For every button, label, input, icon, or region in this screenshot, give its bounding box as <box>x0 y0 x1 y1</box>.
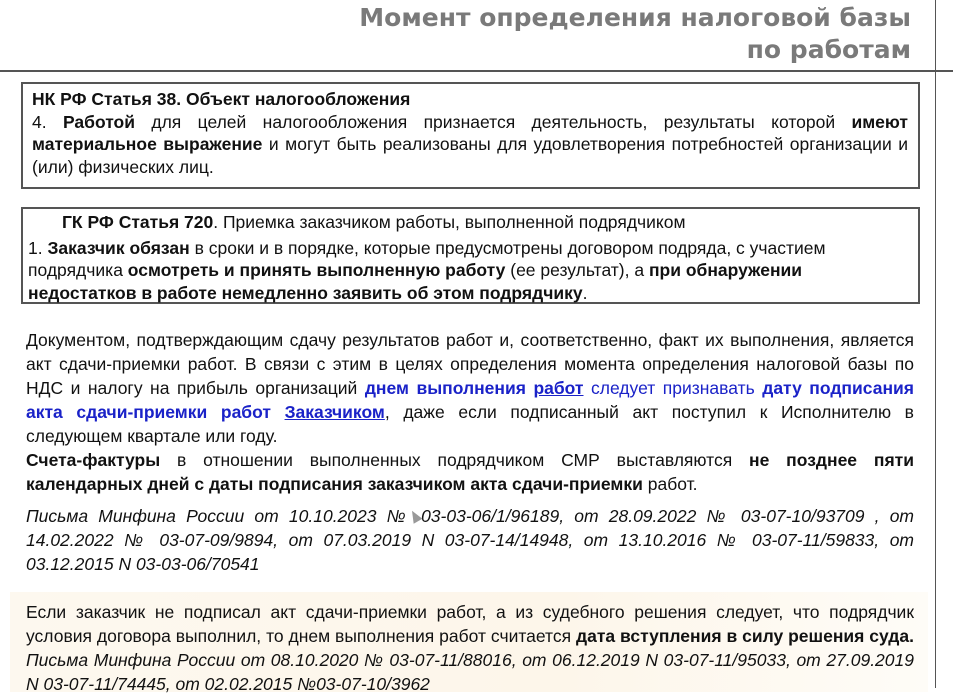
text-run: 1. <box>28 237 48 258</box>
title-underline <box>0 70 953 72</box>
highlight-run: дату подписания акта сдачи-приемки работ <box>26 378 914 422</box>
slide-right-divider <box>935 0 936 688</box>
text-run: Документом, подтверждающим сдачу результатов работ и, соответственно, факт их выполнения, является акт сдачи-приемки работ. В связи с этим в целях определения момента определения налоговой базы по НДС и налогу на прибыль организаций <box>26 330 914 398</box>
slide-title-line1: Момент определения налоговой базы <box>359 3 911 32</box>
underlined-highlight: работ <box>533 378 584 398</box>
text-run: . <box>582 282 588 303</box>
text-run: в отношении выполненных подрядчиком СМР выставляются <box>160 450 750 470</box>
slide-title-line2: по работам <box>746 35 911 64</box>
court-decision-paragraph <box>26 600 914 696</box>
gk-article-720-heading <box>28 211 908 234</box>
gk-article-720-box <box>21 207 920 304</box>
text-run: (ее результат), а <box>505 260 649 280</box>
text-run: для целей налогообложения признается деятельность, результаты которой <box>135 111 852 132</box>
minfin-letters-citation: Письма Минфина России от 10.10.2023 № 03-03-06/1/96189, от 28.09.2022 № 03-07-10/93709 , от 14.02.2022 № 03-07-09/9894, от 07.03.2019 N 03-07-14/14948, от 13.10.2016 № 03-07-11/59833, от 03.12.2015 N 03-03-06/70541 <box>26 506 914 574</box>
italic-citation: Письма Минфина России от 08.10.2020 № 03-07-11/88016, от 06.12.2019 N 03-07-11/95033, от 27.09.2019 N 03-07-11/74445, от 02.02.2015 №03-07-10/3962 <box>26 650 914 694</box>
bold-run: Заказчик обязан <box>47 237 190 258</box>
text-run: , даже если подписанный акт поступил к Исполнителю в следующем квартале или году. <box>26 402 914 446</box>
underlined-highlight: Заказчиком <box>284 402 385 422</box>
act-acceptance-paragraph <box>26 328 914 448</box>
gk-article-720-text <box>28 237 908 305</box>
nk-article-38-box <box>21 82 920 189</box>
highlight-run: днем выполнения <box>364 378 534 398</box>
text-run: Если заказчик не подписал акт сдачи-приемки работ, а из судебного решения следует, что подрядчик условия договора выполнил, то днем выполнения работ считается <box>26 602 914 646</box>
text-run: в сроки и в порядке, которые предусмотрены договором подряда, с участием подрядчика <box>28 237 826 280</box>
bold-run: осмотреть и принять выполненную работу <box>127 260 506 280</box>
nk-article-38-text <box>32 111 908 179</box>
bold-run: дата вступления в силу решения суда. <box>576 626 915 646</box>
bold-run: имеют материальное выражение <box>32 111 908 154</box>
nk-article-38-heading: НК РФ Статья 38. Объект налогообложения <box>32 89 411 109</box>
text-run: работ. <box>642 474 698 494</box>
text-run: и могут быть реализованы для удовлетворения потребностей организации и (или) физических лиц. <box>32 134 908 177</box>
bold-run: ГК РФ Статья 720 <box>62 212 214 232</box>
bold-run: Счета-фактуры <box>26 450 161 470</box>
text-run: 4. <box>32 111 63 132</box>
slide-title <box>359 2 911 66</box>
invoice-paragraph <box>26 448 914 496</box>
blue-run: следует признавать <box>583 378 763 398</box>
text-run: . Приемка заказчиком работы, выполненной подрядчиком <box>213 212 686 232</box>
bold-run: не позднее пяти календарных дней с даты подписания заказчиком акта сдачи-приемки <box>26 450 914 494</box>
bold-run: Работой <box>62 111 135 132</box>
bold-run: при обнаружении недостатков в работе немедленно заявить об этом подрядчику <box>28 260 803 303</box>
